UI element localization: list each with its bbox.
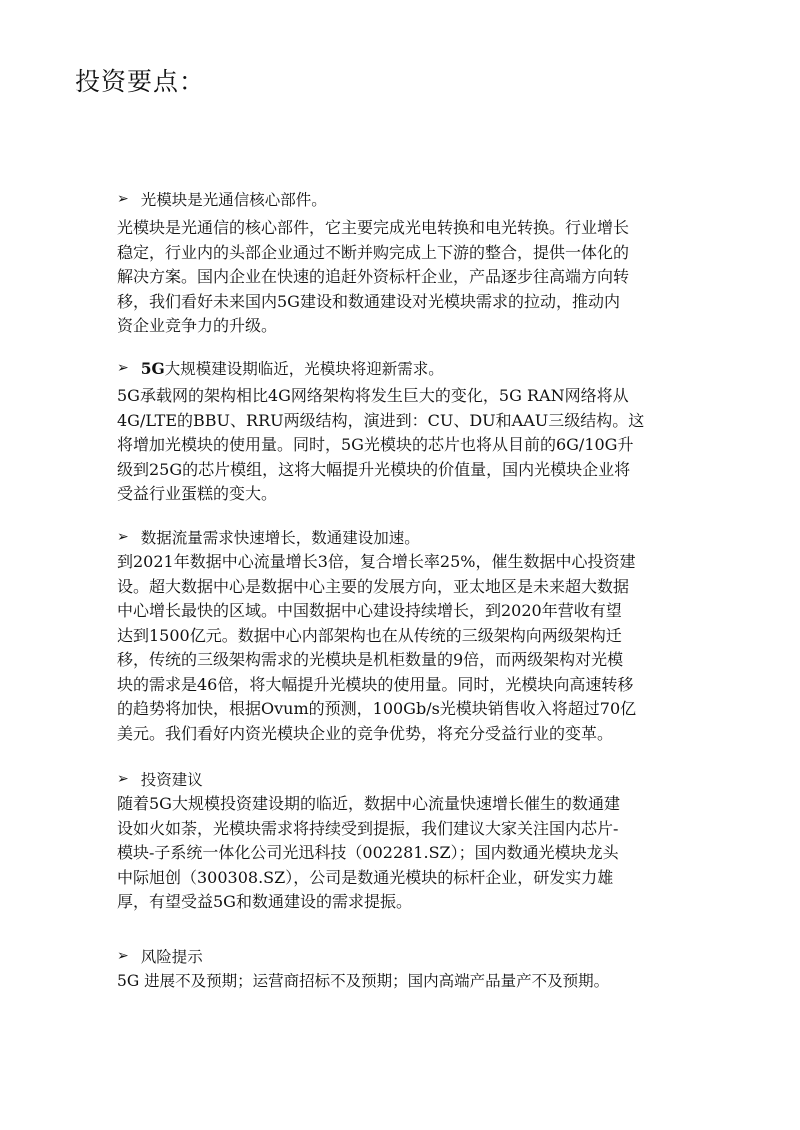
paragraph-line: 随着5G大规模投资建设期的临近，数据中心流量快速增长催生的数通建 (117, 794, 620, 813)
section-heading-text: 数据流量需求快速增长，数通建设加速。 (140, 529, 420, 547)
paragraph-line: 设如火如荼，光模块需求将持续受到提振，我们建议大家关注国内芯片- (117, 818, 619, 838)
paragraph-line: 4G/LTE的BBU、RRU两级结构，演进到：CU、DU和AAU三级结构。这 (117, 410, 645, 430)
paragraph-line: 级到25G的芯片模组，这将大幅提升光模块的价值量，国内光模块企业将 (117, 459, 631, 479)
paragraph-line: 中际旭创（300308.SZ），公司是数通光模块的标杆企业，研发实力雄 (117, 867, 614, 887)
paragraph-line: 受益行业蛋糕的变大。 (117, 484, 278, 503)
paragraph-line: 模块-子系统一体化公司光迅科技（002281.SZ）；国内数通光模块龙头 (117, 843, 619, 862)
section-heading-risk-warning (117, 945, 203, 967)
section-heading-text: 光模块是光通信核心部件。 (140, 191, 327, 209)
paragraph-line: 光模块是光通信的核心部件，它主要完成光电转换和电光转换。行业增长 (117, 218, 630, 237)
arrow-bullet-icon: ➢ (117, 771, 129, 787)
paragraph-line: 移，传统的三级架构需求的光模块是机柜数量的9倍，而两级架构对光模 (117, 650, 624, 669)
paragraph-line: 移，我们看好未来国内5G建设和数通建设对光模块需求的拉动，推动内 (117, 291, 620, 311)
arrow-bullet-icon: ➢ (117, 948, 129, 964)
paragraph-line: 到2021年数据中心流量增长3倍，复合增长率25%，催生数据中心投资建 (117, 552, 636, 571)
section-heading-data-traffic (117, 526, 420, 548)
paragraph-line: 解决方案。国内企业在快速的追赶外资标杆企业，产品逐步往高端方向转 (117, 267, 630, 286)
section-heading-text: 大规模建设期临近，光模块将迎新需求。 (164, 360, 444, 378)
section-paragraph (117, 216, 722, 339)
paragraph-line: 美元。我们看好内资光模块企业的竞争优势，将充分受益行业的变革。 (117, 723, 614, 743)
paragraph-line: 厚，有望受益5G和数通建设的需求提振。 (117, 892, 412, 911)
section-heading-5g-construction (117, 357, 444, 379)
section-paragraph (117, 550, 722, 746)
section-heading-bold-text: 5G (140, 358, 165, 378)
paragraph-line: 将增加光模块的使用量。同时，5G光模块的芯片也将从目前的6G/10G升 (117, 435, 634, 454)
section-heading-investment-advice (117, 768, 203, 790)
section-heading-optical-module-core (117, 188, 327, 210)
arrow-bullet-icon: ➢ (117, 191, 129, 207)
paragraph-line: 稳定，行业内的头部企业通过不断并购完成上下游的整合，提供一体化的 (117, 242, 630, 262)
paragraph-line: 达到1500亿元。数据中心内部架构也在从传统的三级架构向两级架构迁 (117, 625, 622, 645)
paragraph-line: 的趋势将加快，根据Ovum的预测，100Gb/s光模块销售收入将超过70亿 (117, 699, 637, 718)
paragraph-line: 中心增长最快的区域。中国数据中心建设持续增长，到2020年营收有望 (117, 601, 622, 620)
paragraph-line: 资企业竞争力的升级。 (117, 316, 278, 335)
paragraph-line: 5G承载网的架构相比4G网络架构将发生巨大的变化，5G RAN网络将从 (117, 386, 629, 405)
section-heading-text: 投资建议 (140, 771, 203, 789)
paragraph-line: 块的需求是46倍，将大幅提升光模块的使用量。同时，光模块向高速转移 (117, 674, 634, 694)
page-title: 投资要点： (75, 67, 206, 96)
arrow-bullet-icon: ➢ (117, 529, 129, 545)
section-heading-text: 风险提示 (140, 948, 203, 966)
section-paragraph (117, 384, 722, 507)
arrow-bullet-icon: ➢ (117, 360, 129, 376)
section-paragraph (117, 969, 722, 994)
paragraph-line: 5G 进展不及预期；运营商招标不及预期；国内高端产品量产不及预期。 (117, 972, 610, 990)
paragraph-line: 设。超大数据中心是数据中心主要的发展方向，亚太地区是未来超大数据 (117, 576, 630, 596)
section-paragraph (117, 792, 722, 915)
